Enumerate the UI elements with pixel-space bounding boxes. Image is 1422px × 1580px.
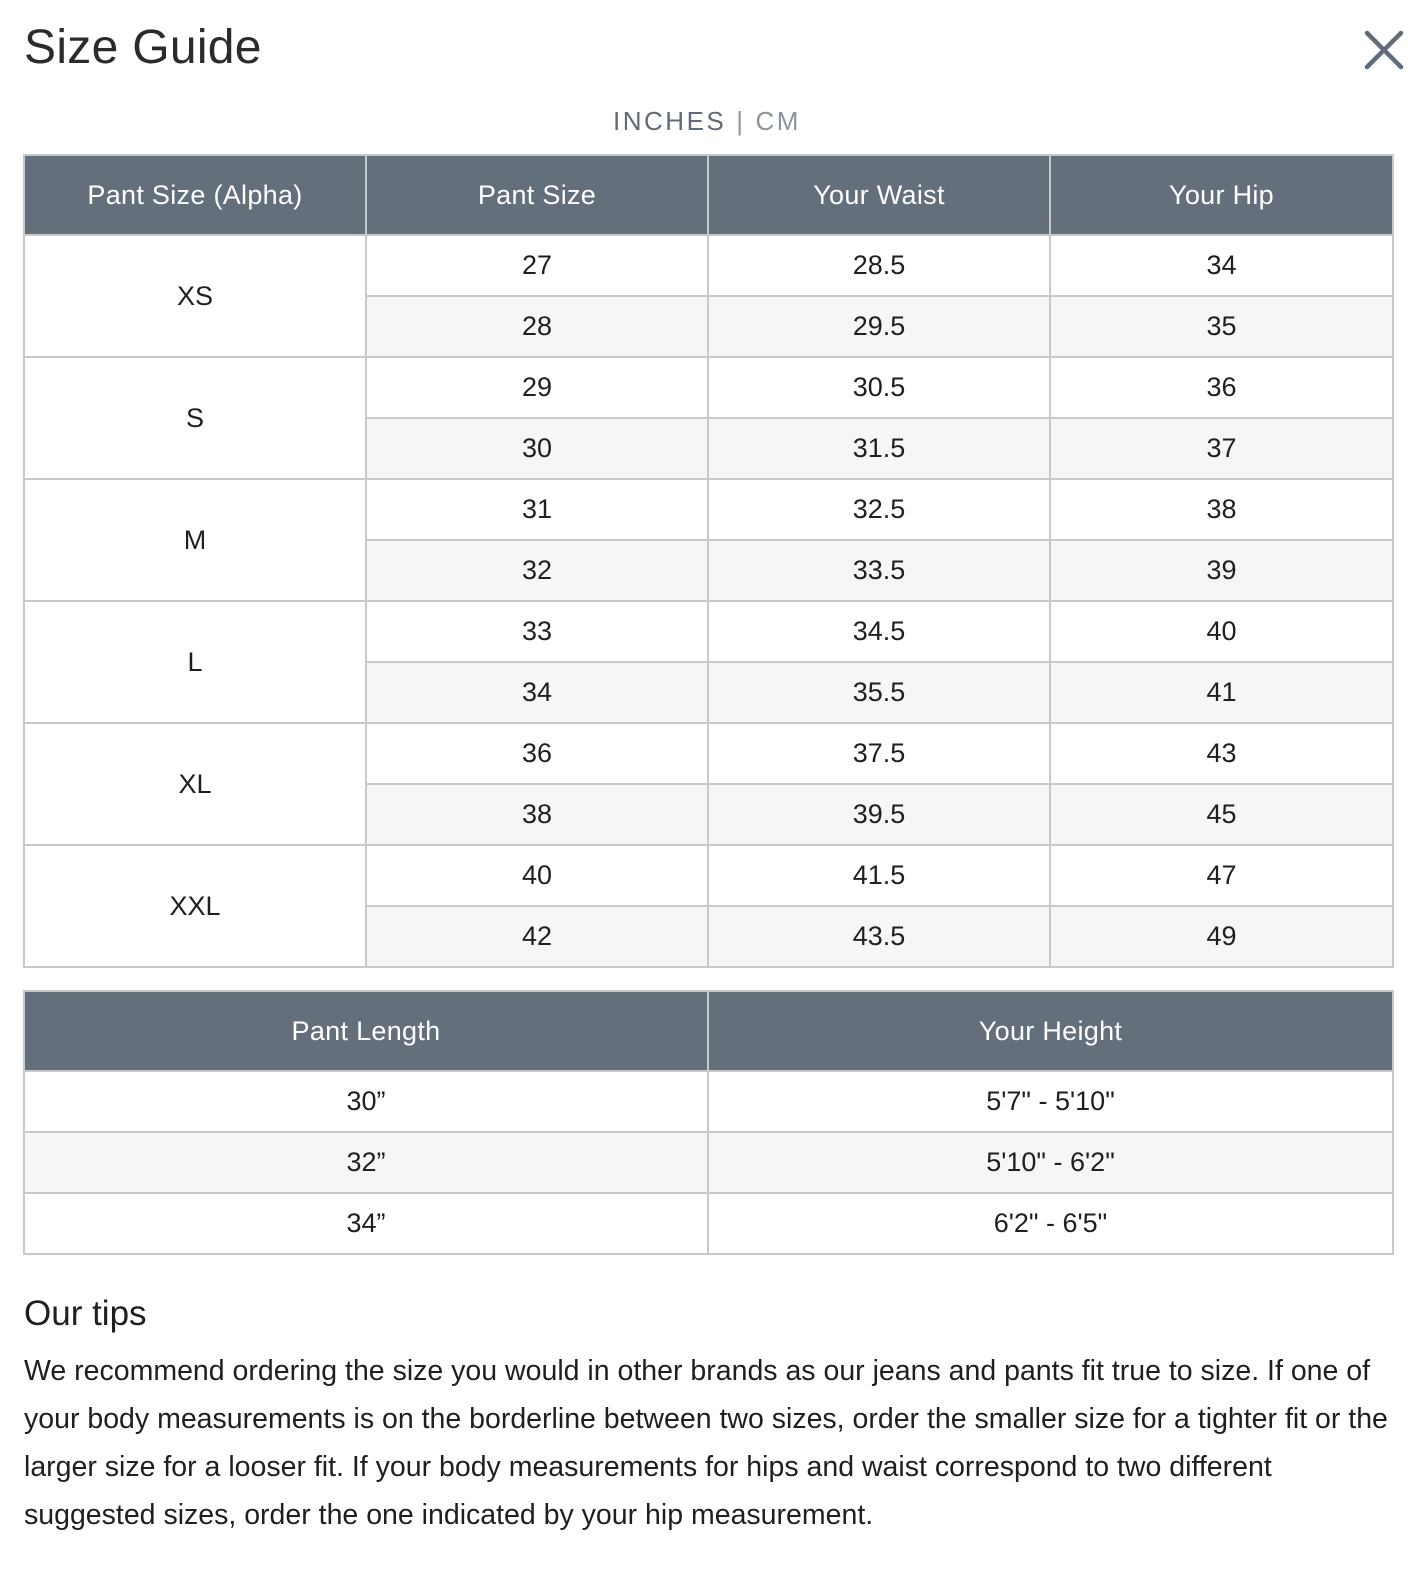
alpha-size-cell: XS: [24, 235, 366, 357]
hip-cell: 36: [1050, 357, 1393, 418]
pant-length-cell: 30”: [24, 1071, 708, 1132]
pant-size-cell: 31: [366, 479, 708, 540]
table-row: [24, 723, 1393, 784]
close-icon: [1364, 30, 1404, 70]
pant-size-cell: 33: [366, 601, 708, 662]
unit-cm-toggle[interactable]: CM: [755, 106, 801, 136]
table-row: [24, 235, 1393, 296]
unit-separator: |: [736, 106, 746, 136]
tips-paragraph: We recommend ordering the size you would in other brands as our jeans and pants fit true to size. If one of your body measurements is on the borderline between two sizes, order the smaller size for a tighter fit or the larger size for a looser fit. If your body measurements for hips and waist correspond to two different suggested sizes, order the one indicated by your hip measurement.: [24, 1355, 1388, 1531]
hip-cell: 43: [1050, 723, 1393, 784]
length-table-header-row: [24, 991, 1393, 1071]
pant-length-cell: 34”: [24, 1193, 708, 1254]
close-button[interactable]: [1364, 30, 1404, 70]
waist-cell: 32.5: [708, 479, 1050, 540]
alpha-size-cell: XXL: [24, 845, 366, 967]
header-pant-size-alpha: Pant Size (Alpha): [24, 155, 366, 235]
hip-cell: 35: [1050, 296, 1393, 357]
table-row: [24, 479, 1393, 540]
hip-cell: 40: [1050, 601, 1393, 662]
alpha-size-cell: S: [24, 357, 366, 479]
size-table-header-row: [24, 155, 1393, 235]
waist-cell: 29.5: [708, 296, 1050, 357]
table-row: [24, 1071, 1393, 1132]
waist-cell: 35.5: [708, 662, 1050, 723]
size-table: [23, 154, 1394, 968]
header-your-height: Your Height: [708, 991, 1393, 1071]
hip-cell: 49: [1050, 906, 1393, 967]
alpha-size-cell: L: [24, 601, 366, 723]
table-row: [24, 601, 1393, 662]
table-row: [24, 357, 1393, 418]
hip-cell: 38: [1050, 479, 1393, 540]
pant-size-cell: 42: [366, 906, 708, 967]
waist-cell: 34.5: [708, 601, 1050, 662]
hip-cell: 41: [1050, 662, 1393, 723]
pant-size-cell: 34: [366, 662, 708, 723]
hip-cell: 45: [1050, 784, 1393, 845]
alpha-size-cell: XL: [24, 723, 366, 845]
waist-cell: 41.5: [708, 845, 1050, 906]
table-row: [24, 845, 1393, 906]
table-row: [24, 1132, 1393, 1193]
pant-size-cell: 38: [366, 784, 708, 845]
unit-inches-toggle[interactable]: INCHES: [613, 106, 727, 136]
height-cell: 6'2" - 6'5": [708, 1193, 1393, 1254]
waist-cell: 28.5: [708, 235, 1050, 296]
pant-size-cell: 36: [366, 723, 708, 784]
pant-size-cell: 28: [366, 296, 708, 357]
height-cell: 5'7" - 5'10": [708, 1071, 1393, 1132]
alpha-size-cell: M: [24, 479, 366, 601]
hip-cell: 34: [1050, 235, 1393, 296]
page-title: Size Guide: [24, 21, 262, 74]
length-table: [23, 990, 1394, 1255]
waist-cell: 43.5: [708, 906, 1050, 967]
header-your-waist: Your Waist: [708, 155, 1050, 235]
pant-length-cell: 32”: [24, 1132, 708, 1193]
unit-toggle: [0, 104, 1414, 138]
height-cell: 5'10" - 6'2": [708, 1132, 1393, 1193]
waist-cell: 31.5: [708, 418, 1050, 479]
pant-size-cell: 29: [366, 357, 708, 418]
pant-size-cell: 40: [366, 845, 708, 906]
pant-size-cell: 32: [366, 540, 708, 601]
hip-cell: 47: [1050, 845, 1393, 906]
waist-cell: 30.5: [708, 357, 1050, 418]
waist-cell: 37.5: [708, 723, 1050, 784]
hip-cell: 39: [1050, 540, 1393, 601]
header-pant-size: Pant Size: [366, 155, 708, 235]
pant-size-cell: 27: [366, 235, 708, 296]
tips-heading: Our tips: [24, 1294, 147, 1333]
header-your-hip: Your Hip: [1050, 155, 1393, 235]
hip-cell: 37: [1050, 418, 1393, 479]
header-pant-length: Pant Length: [24, 991, 708, 1071]
waist-cell: 33.5: [708, 540, 1050, 601]
pant-size-cell: 30: [366, 418, 708, 479]
waist-cell: 39.5: [708, 784, 1050, 845]
table-row: [24, 1193, 1393, 1254]
